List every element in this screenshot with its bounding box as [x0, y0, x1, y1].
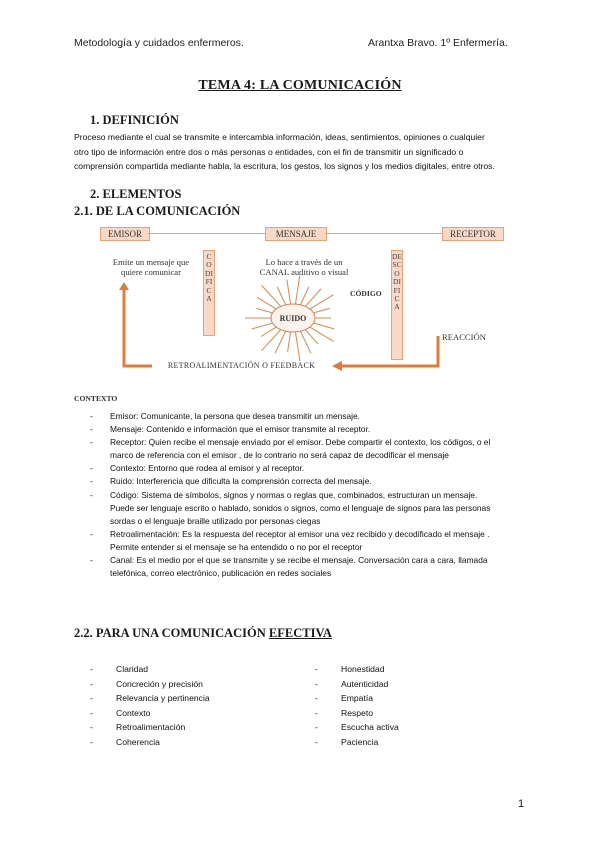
page-title: TEMA 4: LA COMUNICACIÓN: [198, 78, 402, 93]
list-item: - Escucha activa: [315, 720, 515, 735]
subsection-heading-comunicacion: 2.1. DE LA COMUNICACIÓN: [74, 204, 241, 218]
emisor-note-line: Emite un mensaje que: [112, 257, 190, 267]
list-item: - Paciencia: [315, 735, 515, 750]
canal-note-line: CANAL auditivo o visual: [259, 267, 349, 277]
feedback-arrows: [100, 224, 505, 376]
list-item: - Contexto: Entorno que rodea al emisor y al receptor.: [90, 462, 540, 475]
feedback-label: RETROALIMENTACIÓN O FEEDBACK: [167, 361, 316, 370]
header-left: Metodología y cuidados enfermeros.: [74, 37, 244, 49]
definition-paragraph: [74, 130, 544, 174]
list-item: - Retroalimentación: Es la respuesta del receptor al emisor una vez recibido y decodificado el mensaje . Permite entender si el mensaje se ha entendido o no por el receptor: [90, 528, 540, 554]
section-heading-elementos: 2. ELEMENTOS: [90, 187, 182, 201]
canal-note-line: Lo hace a través de un: [265, 257, 343, 267]
list-item: - Retroalimentación: [90, 720, 310, 735]
reaccion-label: REACCIÓN: [442, 332, 486, 342]
list-item: - Ruido: Interferencia que dificulta la comprensión correcta del mensaje.: [90, 475, 540, 488]
codifica-bar: CODIFICA: [203, 250, 215, 336]
list-item: - Empatía: [315, 691, 515, 706]
definition-line: comprensión compartida mediante habla, la escritura, los gestos, los signos y los medios digitales, entre otros.: [74, 161, 495, 171]
list-item: - Mensaje: Contenido e información que el emisor transmite al receptor.: [90, 423, 540, 436]
effective-list-left: [90, 662, 310, 749]
list-item: - Receptor: Quien recibe el mensaje enviado por el emisor. Debe compartir el contexto, los códigos, o el marco de referencia con el emisor , de lo contrario no será capaz de decodificar el mensaje: [90, 436, 540, 462]
feedback-arrow-right: [342, 336, 438, 366]
elements-list: [90, 410, 540, 580]
list-item: - Respeto: [315, 706, 515, 721]
emisor-box: EMISOR: [100, 227, 150, 241]
definition-line: Proceso mediante el cual se transmite e intercambia información, ideas, sentimientos, opiniones o cualquier: [74, 132, 485, 142]
receptor-box: RECEPTOR: [442, 227, 504, 241]
list-item: - Emisor: Comunicante, la persona que desea transmitir un mensaje.: [90, 410, 540, 423]
list-item: - Concreción y precisión: [90, 677, 310, 692]
communication-diagram: [100, 224, 505, 376]
context-label: CONTEXTO: [74, 394, 118, 403]
arrowhead-icon: [119, 282, 129, 290]
list-item: - Autenticidad: [315, 677, 515, 692]
definition-line: otro tipo de información entre dos o más personas o entidades, con el fin de transmitir un significado o: [74, 146, 464, 157]
subsection-heading-efectiva: 2.2. PARA UNA COMUNICACIÓN EFECTIVA: [74, 626, 332, 640]
header-right: Arantxa Bravo. 1º Enfermería.: [368, 37, 508, 49]
section-heading-definicion: 1. DEFINICIÓN: [90, 113, 179, 127]
list-item: - Honestidad: [315, 662, 515, 677]
list-item: - Código: Sistema de símbolos, signos y normas o reglas que, combinados, estructuran un mensaje. Puede ser lenguaje escrito o hablado, sonidos o signos, como el lenguaje de signos para las personas sordas o el lenguaje braille utilizado por personas ciegas: [90, 489, 540, 528]
list-item: - Canal: Es el medio por el que se transmite y se recibe el mensaje. Conversación cara a cara, llamada telefónica, correo electrónico, publicación en redes sociales: [90, 554, 540, 580]
ruido-label: RUIDO: [279, 314, 307, 323]
mensaje-box: MENSAJE: [265, 227, 327, 241]
codigo-label: CÓDIGO: [350, 289, 382, 298]
list-item: - Contexto: [90, 706, 310, 721]
arrowhead-icon: [332, 361, 342, 371]
descodifica-bar: DESCODIFICA: [391, 250, 403, 360]
emisor-note-line: quiere comunicar: [121, 267, 181, 277]
list-item: - Coherencia: [90, 735, 310, 750]
list-item: - Claridad: [90, 662, 310, 677]
effective-list-right: [315, 662, 515, 749]
page-number: 1: [518, 798, 525, 810]
feedback-arrow-left: [124, 290, 152, 366]
list-item: - Relevancia y pertinencia: [90, 691, 310, 706]
